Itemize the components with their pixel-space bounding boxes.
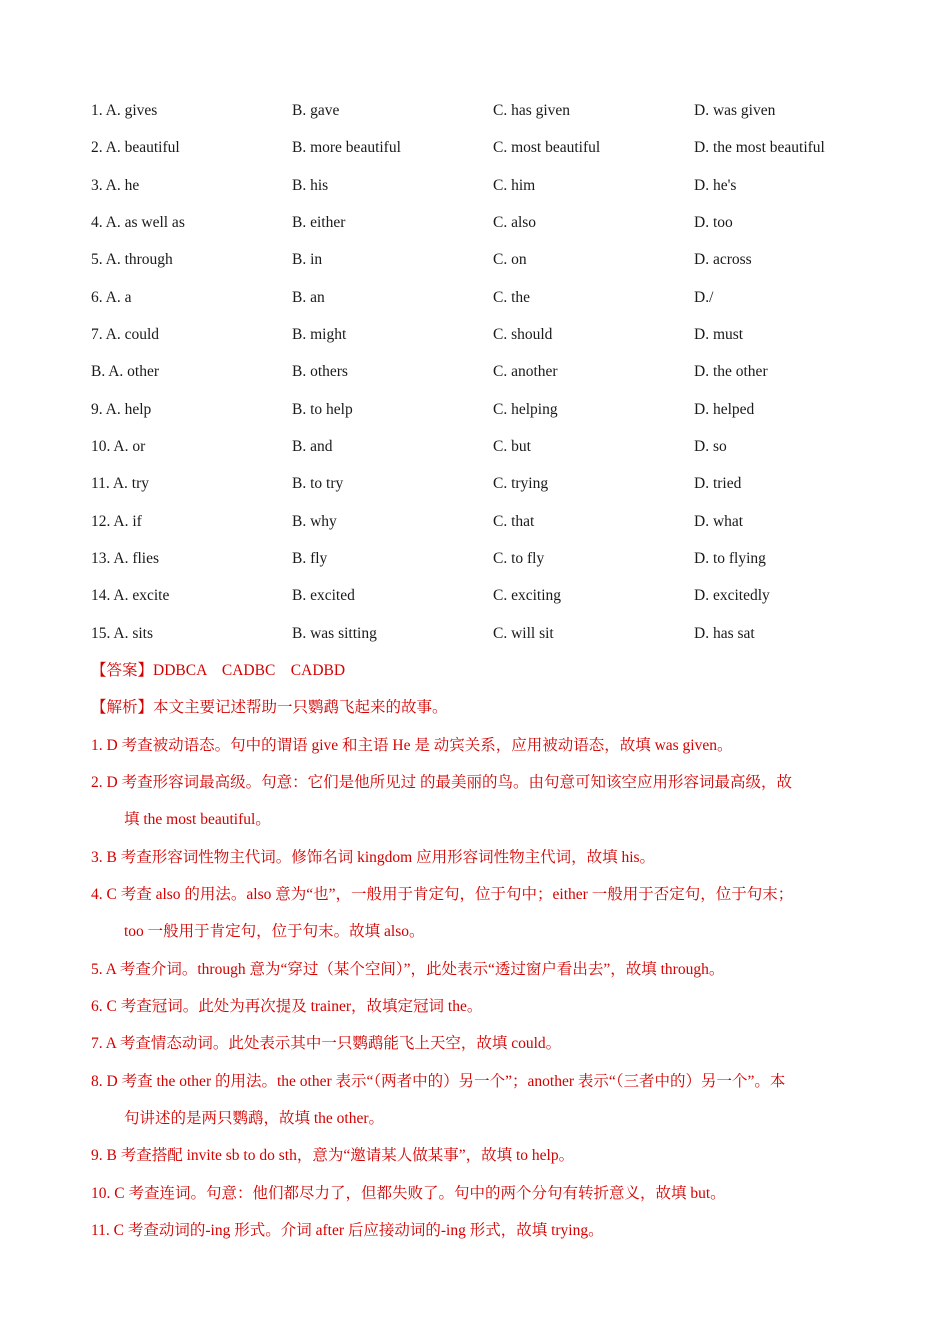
- option-a: 9. A. help: [91, 400, 152, 418]
- option-a: 13. A. flies: [91, 550, 160, 568]
- explanation-6: 6. C 考查冠词。此处为再次提及 trainer，故填定冠词 the。: [91, 998, 483, 1016]
- option-c: C. another: [493, 363, 558, 381]
- question-row: [91, 316, 891, 353]
- question-row: [91, 615, 891, 652]
- option-d: D. what: [694, 512, 744, 530]
- option-b: B. more beautiful: [292, 139, 401, 157]
- option-a: 14. A. excite: [91, 587, 170, 605]
- option-c: C. will sit: [493, 624, 554, 642]
- option-c: C. the: [493, 288, 531, 306]
- explanation-5: 5. A 考查介词。through 意为“穿过（某个空间）”，此处表示“透过窗户看出去”，故填 through。: [91, 960, 725, 978]
- option-b: B. might: [292, 326, 347, 344]
- option-b: B. to try: [292, 475, 344, 493]
- option-b: B. either: [292, 214, 346, 232]
- explanation-2: 2. D 考查形容词最高级。句意：它们是他所见过 的最美丽的鸟。由句意可知该空应用形容词最高级，故: [91, 774, 792, 792]
- option-d: D. to flying: [694, 550, 766, 568]
- option-c: C. helping: [493, 400, 558, 418]
- answer-key: 【答案】DDBCA CADBC CADBD: [91, 662, 346, 679]
- question-row: [91, 279, 891, 316]
- option-b: B. was sitting: [292, 624, 377, 642]
- option-a: 10. A. or: [91, 438, 146, 456]
- option-a: B. A. other: [91, 363, 160, 381]
- option-b: B. an: [292, 288, 325, 306]
- question-row: [91, 577, 891, 614]
- answer-explanation: [91, 652, 881, 1250]
- explanation-7: 7. A 考查情态动词。此处表示其中一只鹦鹉能飞上天空，故填 could。: [91, 1035, 562, 1053]
- question-row: [91, 540, 891, 577]
- explanation-4: 4. C 考查 also 的用法。also 意为“也”，一般用于肯定句，位于句中；either 一般用于否定句，位于句末；: [91, 886, 794, 904]
- option-c: C. exciting: [493, 587, 562, 605]
- option-d: D./: [694, 288, 714, 306]
- option-d: D. he's: [694, 176, 737, 194]
- option-d: D. the other: [694, 363, 768, 381]
- explanation-3: 3. B 考查形容词性物主代词。修饰名词 kingdom 应用形容词性物主代词，故填 his。: [91, 848, 656, 866]
- option-d: D. helped: [694, 400, 755, 418]
- explanation-9: 9. B 考查搭配 invite sb to do sth，意为“邀请某人做某事”，故填 to help。: [91, 1147, 575, 1165]
- option-a: 2. A. beautiful: [91, 139, 180, 157]
- option-b: B. why: [292, 512, 337, 530]
- option-c: C. him: [493, 176, 536, 194]
- option-c: C. to fly: [493, 550, 545, 568]
- option-d: D. excitedly: [694, 587, 770, 605]
- option-b: B. others: [292, 363, 348, 381]
- option-b: B. excited: [292, 587, 355, 605]
- explanation-4-cont: too 一般用于肯定句，位于句末。故填 also。: [124, 923, 425, 941]
- option-a: 15. A. sits: [91, 624, 154, 642]
- explanation-8: 8. D 考查 the other 的用法。the other 表示“（两者中的）另一个”；another 表示“（三者中的）另一个”。本: [91, 1072, 786, 1090]
- explanation-2-cont: 填 the most beautiful。: [124, 811, 271, 829]
- option-a: 7. A. could: [91, 326, 160, 344]
- option-b: B. fly: [292, 550, 328, 568]
- option-c: C. on: [493, 251, 527, 269]
- option-c: C. has given: [493, 102, 571, 119]
- option-d: D. has sat: [694, 624, 755, 642]
- option-a: 12. A. if: [91, 512, 142, 530]
- question-row: [91, 241, 891, 278]
- option-d: D. across: [694, 251, 752, 269]
- option-a: 6. A. a: [91, 288, 132, 306]
- option-b: B. his: [292, 176, 329, 194]
- option-d: D. was given: [694, 102, 776, 119]
- explanation-10: 10. C 考查连词。句意：他们都尽力了，但都失败了。句中的两个分句有转折意义，故填 but。: [91, 1184, 726, 1202]
- option-c: C. should: [493, 326, 553, 344]
- question-row: [91, 92, 891, 129]
- analysis-summary: 【解析】本文主要记述帮助一只鹦鹉飞起来的故事。: [91, 699, 448, 717]
- option-c: C. that: [493, 512, 535, 530]
- option-d: D. the most beautiful: [694, 139, 825, 157]
- question-row: [91, 167, 891, 204]
- option-c: C. most beautiful: [493, 139, 601, 157]
- question-row: [91, 428, 891, 465]
- explanation-1: 1. D 考查被动语态。句中的谓语 give 和主语 He 是 动宾关系，应用被动语态，故填 was given。: [91, 736, 733, 754]
- explanation-8-cont: 句讲述的是两只鹦鹉，故填 the other。: [124, 1110, 385, 1128]
- options-list: [91, 92, 891, 652]
- question-row: [91, 204, 891, 241]
- option-b: B. gave: [292, 102, 340, 119]
- option-d: D. too: [694, 214, 733, 232]
- option-a: 3. A. he: [91, 176, 140, 194]
- option-b: B. to help: [292, 400, 353, 418]
- option-a: 11. A. try: [91, 475, 149, 493]
- option-b: B. in: [292, 251, 323, 269]
- option-d: D. tried: [694, 475, 742, 493]
- option-c: C. also: [493, 214, 537, 232]
- question-row: [91, 503, 891, 540]
- option-d: D. must: [694, 326, 744, 344]
- option-a: 4. A. as well as: [91, 214, 185, 232]
- option-a: 5. A. through: [91, 251, 173, 269]
- option-c: C. trying: [493, 475, 549, 493]
- option-a: 1. A. gives: [91, 102, 158, 119]
- question-row: [91, 465, 891, 502]
- question-row: [91, 391, 891, 428]
- question-row: [91, 129, 891, 166]
- explanation-11: 11. C 考查动词的-ing 形式。介词 after 后应接动词的-ing 形式，故填 trying。: [91, 1222, 604, 1240]
- option-b: B. and: [292, 438, 333, 456]
- question-row: [91, 353, 891, 390]
- option-c: C. but: [493, 438, 531, 456]
- option-d: D. so: [694, 438, 727, 456]
